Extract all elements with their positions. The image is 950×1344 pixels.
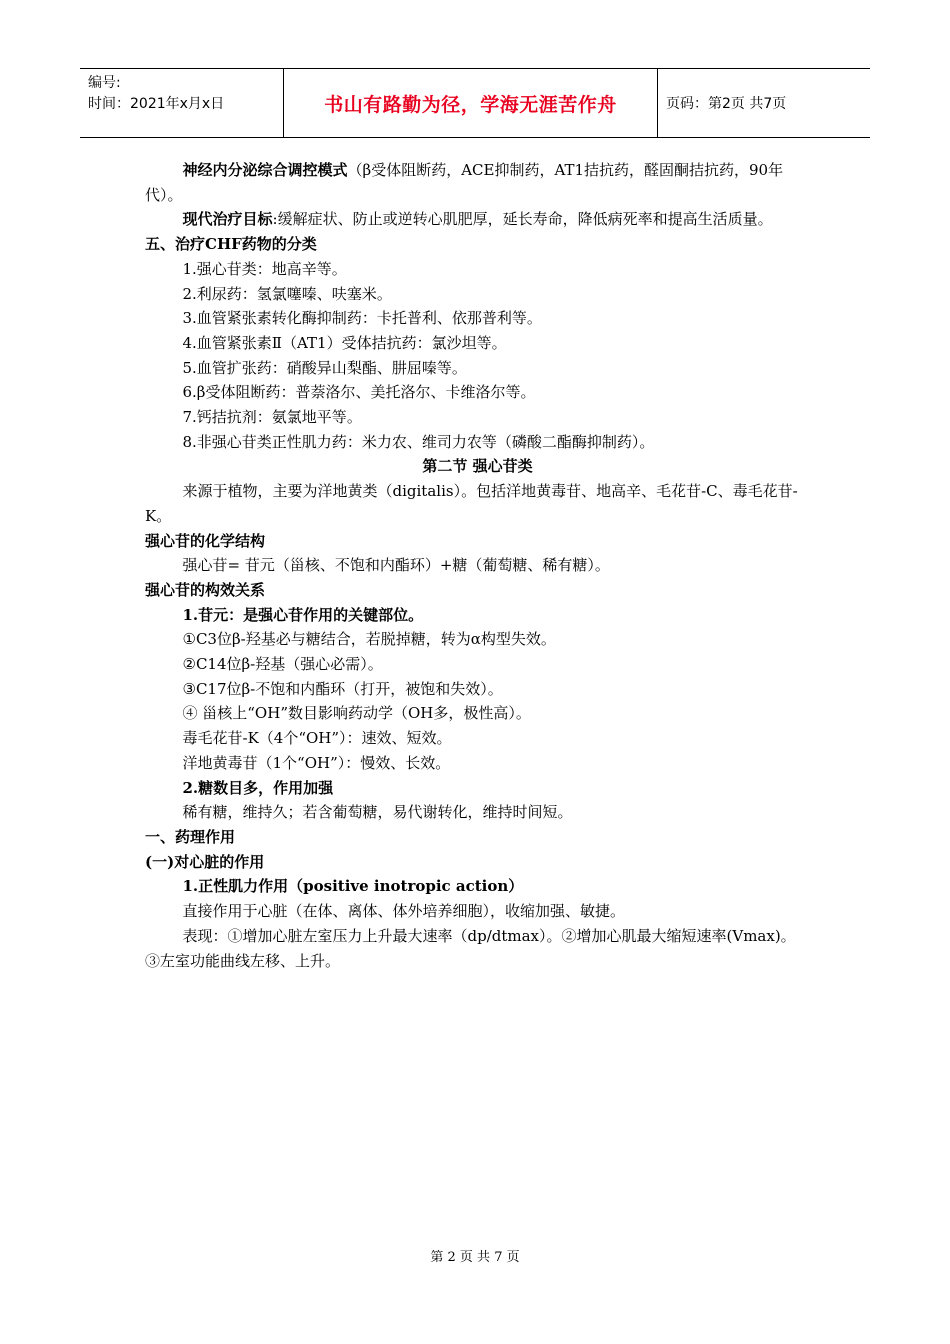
header-meta: [80, 69, 283, 137]
heading-sugar: 2.糖数目多，作用加强: [182, 778, 334, 797]
heading-chemical-structure: 强心苷的化学结构: [145, 531, 266, 550]
document-body: [145, 158, 810, 973]
list-item: ②C14位β-羟基（强心必需）。: [182, 655, 383, 674]
header-page-info: 页码：第2页 共7页: [666, 96, 787, 112]
neuroendocrine-detail: （β受体阻断药，ACE抑制药，AT1拮抗药，醛固酮拮抗药，90年代）。: [145, 161, 784, 204]
list-item: 洋地黄毒苷（1个“OH”）：慢效、长效。: [182, 753, 451, 772]
list-item: 2.利尿药：氢氯噻嗪、呋塞米。: [182, 284, 392, 303]
list-item: 4.血管紧张素Ⅱ（AT1）受体拮抗药：氯沙坦等。: [182, 333, 507, 352]
time-label: 时间：2021年x月x日: [88, 96, 225, 112]
heading-inotropic: 1.正性肌力作用（positive inotropic action）: [182, 877, 524, 896]
list-item: 3.血管紧张素转化酶抑制药：卡托普利、依那普利等。: [182, 309, 542, 328]
paragraph-source: 来源于植物，主要为洋地黄类（digitalis）。包括洋地黄毒苷、地高辛、毛花苷-C、毒毛花苷-K。: [145, 482, 798, 525]
list-item: 6.β受体阻断药：普萘洛尔、美托洛尔、卡维洛尔等。: [182, 383, 536, 402]
heading-structure-activity: 强心苷的构效关系: [145, 580, 266, 599]
section-title: 第二节 强心苷类: [422, 457, 533, 476]
page-header: [80, 68, 870, 138]
list-item: 8.非强心苷类正性肌力药：米力农、维司力农等（磷酸二酯酶抑制药）。: [182, 432, 655, 451]
treatment-goal-detail: :缓解症状、防止或逆转心肌肥厚，延长寿命，降低病死率和提高生活质量。: [272, 210, 773, 229]
list-item: ①C3位β-羟基必与糖结合，若脱掉糖，转为α构型失效。: [182, 630, 556, 649]
page-footer: 第 2 页 共 7 页: [430, 1250, 520, 1265]
heading-aglycone: 1.苷元：是强心苷作用的关键部位。: [182, 605, 424, 624]
list-item: ④ 甾核上“OH”数目影响药动学（OH多，极性高）。: [182, 704, 531, 723]
treatment-goal-term: 现代治疗目标: [182, 210, 273, 229]
heading-heart-effects: (一)对心脏的作用: [145, 852, 265, 871]
heading-drug-classification: 五、治疗CHF药物的分类: [145, 235, 317, 254]
number-label: 编号:: [88, 75, 121, 91]
header-motto: 书山有路勤为径，学海无涯苦作舟: [283, 69, 658, 137]
list-item: 1.强心苷类：地高辛等。: [182, 259, 347, 278]
paragraph-inotropic: 直接作用于心脏（在体、离体、体外培养细胞），收缩加强、敏捷。: [182, 902, 626, 921]
paragraph-manifestation: 表现：①增加心脏左室压力上升最大速率（dp/dtmax）。②增加心肌最大缩短速率(Vmax)。③左室功能曲线左移、上升。: [145, 926, 796, 970]
paragraph-neuroendocrine: [145, 158, 810, 207]
list-item: ③C17位β-不饱和内酯环（打开，被饱和失效）。: [182, 679, 503, 698]
list-item: 5.血管扩张药：硝酸异山梨酯、肼屈嗪等。: [182, 358, 467, 377]
heading-pharmacology: 一、药理作用: [145, 827, 236, 846]
list-item: 7.钙拮抗剂：氨氯地平等。: [182, 408, 362, 427]
neuroendocrine-term: 神经内分泌综合调控模式: [182, 161, 348, 179]
paragraph-treatment-goal: [145, 207, 810, 232]
list-item: 毒毛花苷-K（4个“OH”）：速效、短效。: [182, 729, 452, 748]
paragraph-sugar: 稀有糖，维持久；若含葡萄糖，易代谢转化，维持时间短。: [182, 803, 573, 822]
paragraph-structure: 强心苷= 苷元（甾核、不饱和内酯环）+糖（葡萄糖、稀有糖）。: [182, 556, 610, 575]
